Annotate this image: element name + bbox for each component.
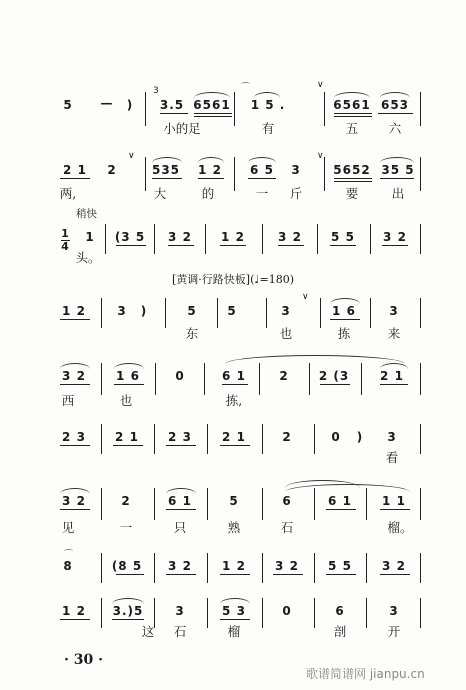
note-group: 3 2: [62, 494, 86, 508]
note-group: (8 5: [111, 559, 143, 573]
note-group: 6 5: [250, 163, 274, 177]
note-group: 2 1: [380, 369, 404, 383]
staff-system-9: [0, 592, 466, 647]
lyric: 拣: [337, 326, 351, 341]
note-group: 3 2: [168, 230, 192, 244]
tempo-marking: 稍快: [76, 208, 97, 220]
note-group: 5 5: [331, 230, 355, 244]
lyric: 头。: [75, 250, 101, 265]
staff-system-6: [0, 418, 466, 473]
note-group: 35 5: [381, 163, 415, 177]
note-group: 5: [229, 494, 239, 508]
note-group: 2: [121, 494, 131, 508]
note-group: 3 2: [382, 559, 406, 573]
note-group: 3: [117, 304, 127, 318]
note-group: 0: [175, 369, 185, 383]
lyric: 石: [280, 520, 294, 535]
note-group: 1 2: [62, 604, 86, 618]
note-group: 3.)5: [112, 604, 144, 618]
note-group: 3: [281, 304, 291, 318]
lyric: 也: [119, 393, 133, 408]
note-group: 2 1: [63, 163, 87, 177]
note-group: 5: [187, 304, 197, 318]
note-group: 3 2: [168, 559, 192, 573]
tempo-heading: [黄调·行路快板](♩=180): [172, 273, 295, 286]
lyric: 拣,: [225, 393, 243, 408]
lyric: 榴: [227, 624, 241, 639]
note-group: 3 2: [383, 230, 407, 244]
note-group: 2: [279, 369, 289, 383]
note-group: 6 1: [328, 494, 352, 508]
note-group: ): [126, 98, 134, 112]
staff-system-2: ∨ ∨ 2 1 2 535 1 2 6 5 3 5652 35 5 两, 大 的 一 斤 要 出: [0, 145, 466, 205]
note-group: 1 6: [116, 369, 140, 383]
lyric: 一: [255, 186, 269, 201]
note-group: 2 3: [168, 430, 192, 444]
staff-system-5: [0, 355, 466, 415]
lyric: 小的足: [163, 121, 201, 136]
note-group: 2: [282, 430, 292, 444]
note-group: 3 2: [278, 230, 302, 244]
note-group: ): [356, 430, 364, 444]
note-group: 2 1: [115, 430, 139, 444]
note-group: 5 3: [222, 604, 246, 618]
note-group: 3 2: [62, 369, 86, 383]
note-group: ): [140, 304, 148, 318]
lyric: 五: [345, 121, 359, 136]
note-group: 3: [175, 604, 185, 618]
note-group: 2 (3: [318, 369, 350, 383]
note-group: 6 1: [222, 369, 246, 383]
lyric: 看: [385, 450, 399, 465]
note-group: 5: [227, 304, 237, 318]
staff-system-7: [0, 480, 466, 540]
note-group: 3: [291, 163, 301, 177]
note-group: 1 2: [222, 559, 246, 573]
lyric: 斤: [289, 186, 303, 201]
lyric: 也: [279, 326, 293, 341]
lyric: 这: [141, 624, 155, 639]
note-group: 3 2: [275, 559, 299, 573]
lyric: 见: [61, 520, 75, 535]
note-group: 3.5: [159, 98, 185, 112]
note-group: 3: [387, 430, 397, 444]
note-group: 6561: [193, 98, 231, 112]
time-signature: 1 4: [61, 227, 69, 253]
note-group: 535: [151, 163, 181, 177]
lyric: 剖: [333, 624, 347, 639]
note-group: 1 2: [62, 304, 86, 318]
note-group: 3: [389, 604, 399, 618]
note-group: (3 5: [114, 230, 146, 244]
note-group: 2 3: [62, 430, 86, 444]
staff-system-8: ⌒ 8 (8 5 3 2 1 2 3 2 5 5 3 2: [0, 547, 466, 592]
note-group: 6561: [333, 98, 371, 112]
staff-system-3: [0, 218, 466, 268]
staff-system-1: 3 ∨ ⌒ 5 — ) 3.5 6561 1 5 . 6561 653 小的足 有 五 六: [0, 80, 466, 140]
note-group: 5 5: [328, 559, 352, 573]
lyric: 熟: [227, 520, 241, 535]
page-number: · 30 ·: [64, 652, 103, 668]
note-group: 0: [282, 604, 292, 618]
lyric: 来: [387, 326, 401, 341]
lyric: 西: [61, 393, 75, 408]
lyric: 有: [261, 121, 275, 136]
note-group: 653: [380, 98, 410, 112]
note-group: —: [100, 96, 114, 110]
note-group: 5: [63, 98, 73, 112]
note-group: 6: [282, 494, 292, 508]
lyric: 开: [387, 624, 401, 639]
note-group: 6 1: [168, 494, 192, 508]
note-group: 8: [63, 559, 73, 573]
note-group: 6: [335, 604, 345, 618]
note-group: 0: [331, 430, 341, 444]
note-group: 1 2: [221, 230, 245, 244]
note-group: 1: [85, 230, 95, 244]
note-group: 5652: [333, 163, 371, 177]
lyric: 六: [388, 121, 402, 136]
lyric: 一: [119, 520, 133, 535]
lyric: 两,: [59, 186, 77, 201]
watermark: 歌谱简谱网 jianpu.cn: [306, 667, 425, 681]
staff-system-4: ∨ 1 2 3 ) 5 5 3 1 6 3 东 也 拣 来: [0, 292, 466, 347]
lyric: 大: [153, 186, 167, 201]
lyric: 榴。: [387, 520, 413, 535]
lyric: 东: [185, 326, 199, 341]
note-group: 1 5 .: [250, 98, 286, 112]
note-group: 3: [389, 304, 399, 318]
lyric: 只: [173, 520, 187, 535]
lyric: 出: [391, 186, 405, 201]
lyric: 石: [173, 624, 187, 639]
note-group: 1 6: [332, 304, 356, 318]
note-group: 1 2: [198, 163, 222, 177]
lyric: 的: [201, 186, 215, 201]
note-group: 1 1: [382, 494, 406, 508]
lyric: 要: [345, 186, 359, 201]
note-group: 2: [107, 163, 117, 177]
note-group: 2 1: [222, 430, 246, 444]
